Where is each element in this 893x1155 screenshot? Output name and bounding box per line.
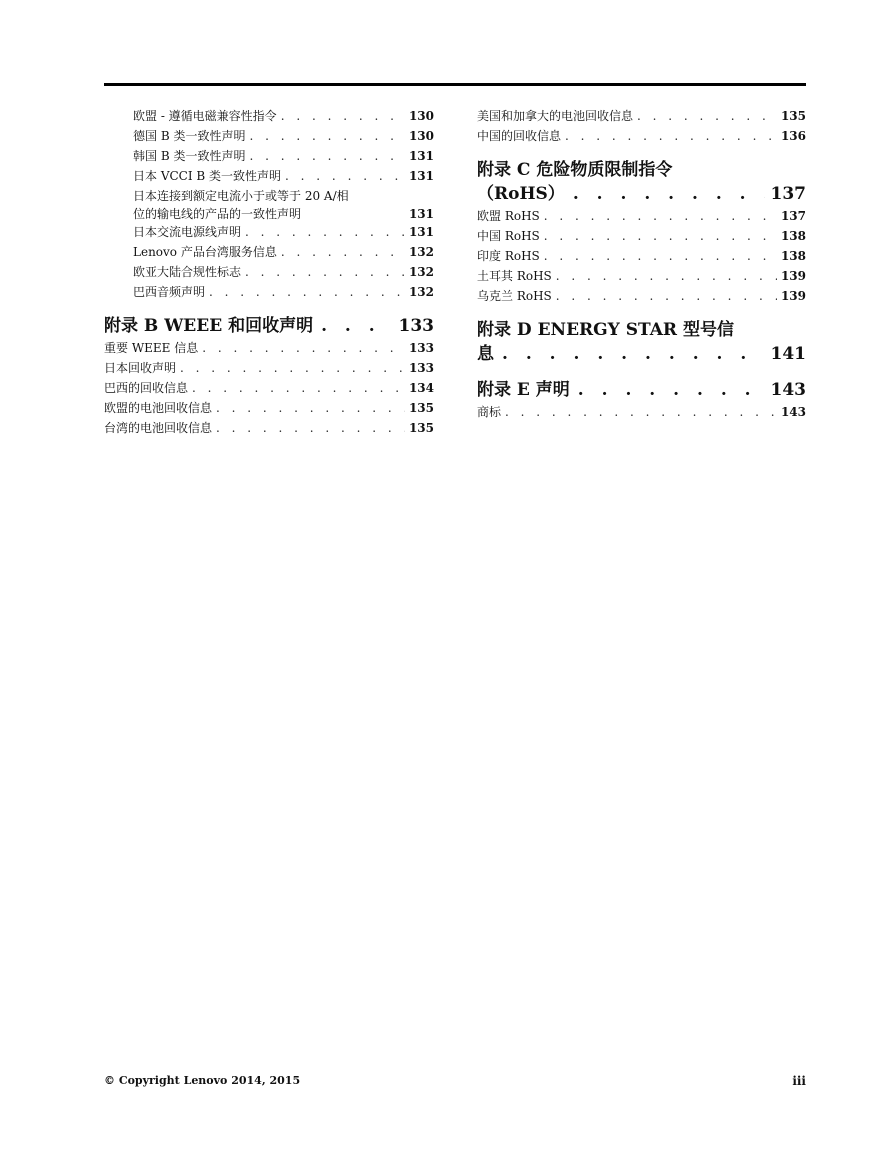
toc-entry-title-line2: 位的输电线的产品的一致性声明	[133, 207, 302, 221]
toc-entry-page: 139	[780, 269, 806, 283]
dot-leader	[561, 126, 777, 146]
toc-heading-appendix-c[interactable]	[477, 158, 806, 206]
toc-entry-title: 欧盟 RoHS	[477, 209, 540, 223]
toc-heading-appendix-e[interactable]	[477, 378, 806, 402]
toc-heading-page: 133	[398, 316, 434, 336]
copyright-notice: © Copyright Lenovo 2014, 2015	[104, 1074, 301, 1087]
toc-heading-page: 137	[770, 184, 806, 204]
dot-leader	[198, 338, 405, 358]
toc-heading-page: 141	[770, 344, 806, 364]
toc-entry-page: 134	[408, 381, 434, 395]
toc-entry-page: 139	[780, 289, 806, 303]
toc-entry-title: 台湾的电池回收信息	[104, 421, 213, 435]
dot-leader	[540, 246, 777, 266]
dot-leader	[281, 166, 405, 186]
dot-leader	[205, 282, 405, 302]
toc-right-column	[477, 106, 806, 422]
toc-entry[interactable]	[104, 126, 434, 146]
dot-leader	[540, 206, 777, 226]
dot-leader	[552, 286, 777, 306]
toc-entry-title: 德国 B 类一致性声明	[133, 129, 246, 143]
toc-entry-page: 132	[408, 285, 434, 299]
dot-leader	[245, 146, 404, 166]
toc-heading-title-line2: 息	[477, 344, 494, 364]
dot-leader	[570, 378, 765, 402]
toc-heading-title-line1: 附录 C 危险物质限制指令	[477, 160, 673, 180]
toc-entry-title: Lenovo 产品台湾服务信息	[133, 245, 277, 259]
toc-entry[interactable]	[104, 166, 434, 186]
toc-entry[interactable]	[104, 358, 434, 378]
toc-entry-title: 重要 WEEE 信息	[104, 341, 199, 355]
toc-entry-title: 欧盟的电池回收信息	[104, 401, 213, 415]
toc-entry-page: 138	[780, 249, 806, 263]
toc-heading-title-line2: （RoHS）	[477, 184, 565, 204]
toc-entry[interactable]	[104, 222, 434, 242]
toc-entry-title: 美国和加拿大的电池回收信息	[477, 109, 634, 123]
toc-entry-page: 130	[408, 109, 434, 123]
dot-leader	[494, 342, 765, 366]
toc-left-column	[104, 106, 434, 438]
toc-entry-page: 135	[780, 109, 806, 123]
toc-entry-title: 中国 RoHS	[477, 229, 540, 243]
toc-entry[interactable]	[104, 146, 434, 166]
toc-heading-appendix-d[interactable]	[477, 318, 806, 366]
toc-entry-page: 135	[408, 421, 434, 435]
dot-leader	[552, 266, 777, 286]
toc-entry-title: 巴西音频声明	[133, 285, 206, 299]
dot-leader	[540, 226, 777, 246]
toc-entry-page: 137	[780, 209, 806, 223]
toc-entry-page: 131	[408, 169, 434, 183]
dot-leader	[188, 378, 405, 398]
dot-leader	[212, 398, 405, 418]
toc-entry-page: 131	[408, 225, 434, 239]
toc-entry-page: 131	[408, 207, 434, 221]
dot-leader	[565, 182, 765, 206]
toc-entry-title: 乌克兰 RoHS	[477, 289, 552, 303]
toc-entry-page: 143	[780, 405, 806, 419]
toc-entry[interactable]	[477, 266, 806, 286]
toc-entry-title: 商标	[477, 405, 502, 419]
toc-entry[interactable]	[477, 126, 806, 146]
toc-entry-title: 欧盟 - 遵循电磁兼容性指令	[133, 109, 277, 123]
toc-entry-page: 138	[780, 229, 806, 243]
toc-entry[interactable]	[104, 262, 434, 282]
toc-entry-title: 巴西的回收信息	[104, 381, 189, 395]
toc-entry[interactable]	[104, 282, 434, 302]
toc-entry-title: 日本交流电源线声明	[133, 225, 242, 239]
toc-entry[interactable]	[477, 106, 806, 126]
page-number: iii	[792, 1074, 806, 1088]
toc-heading-page: 143	[770, 380, 806, 400]
dot-leader	[241, 222, 405, 242]
toc-entry-title: 日本回收声明	[104, 361, 177, 375]
dot-leader	[245, 126, 404, 146]
toc-entry[interactable]	[477, 402, 806, 422]
toc-heading-appendix-b[interactable]	[104, 314, 434, 338]
toc-entry[interactable]	[104, 242, 434, 262]
toc-entry[interactable]	[104, 398, 434, 418]
dot-leader	[212, 418, 405, 438]
toc-entry-title: 日本 VCCI B 类一致性声明	[133, 169, 282, 183]
toc-entry-title: 印度 RoHS	[477, 249, 540, 263]
toc-heading-title: 附录 B WEEE 和回收声明	[104, 316, 314, 336]
toc-heading-title-line1: 附录 D ENERGY STAR 型号信	[477, 320, 734, 340]
toc-entry-title-line1: 日本连接到额定电流小于或等于 20 A/相	[133, 189, 349, 203]
header-rule	[104, 83, 806, 86]
toc-entry-page: 132	[408, 265, 434, 279]
dot-leader	[313, 314, 392, 338]
toc-entry[interactable]	[477, 226, 806, 246]
toc-entry[interactable]	[104, 378, 434, 398]
dot-leader	[501, 402, 777, 422]
toc-entry-page: 132	[408, 245, 434, 259]
toc-heading-title: 附录 E 声明	[477, 380, 570, 400]
dot-leader	[176, 358, 405, 378]
toc-entry-title: 土耳其 RoHS	[477, 269, 552, 283]
toc-entry-title: 欧亚大陆合规性标志	[133, 265, 242, 279]
dot-leader	[241, 262, 405, 282]
toc-entry-page: 135	[408, 401, 434, 415]
toc-entry[interactable]	[104, 106, 434, 126]
toc-entry[interactable]	[477, 206, 806, 226]
toc-entry[interactable]	[104, 338, 434, 358]
toc-entry-page: 131	[408, 149, 434, 163]
toc-entry-title: 中国的回收信息	[477, 129, 562, 143]
toc-entry-page: 130	[408, 129, 434, 143]
toc-entry-wrapped[interactable]	[104, 186, 434, 222]
dot-leader	[277, 106, 405, 126]
dot-leader	[277, 242, 405, 262]
toc-entry[interactable]	[477, 286, 806, 306]
toc-entry[interactable]	[477, 246, 806, 266]
dot-leader	[633, 106, 777, 126]
toc-entry-page: 133	[408, 361, 434, 375]
toc-entry[interactable]	[104, 418, 434, 438]
toc-entry-page: 133	[408, 341, 434, 355]
toc-entry-title: 韩国 B 类一致性声明	[133, 149, 246, 163]
toc-entry-page: 136	[780, 129, 806, 143]
